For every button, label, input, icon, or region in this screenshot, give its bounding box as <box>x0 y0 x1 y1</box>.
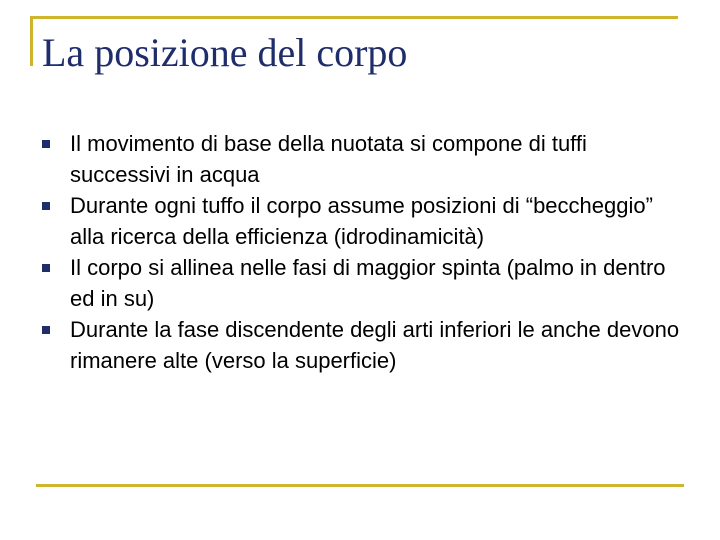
bullet-item <box>42 314 682 376</box>
square-bullet-icon <box>42 140 50 148</box>
bullet-text: Durante ogni tuffo il corpo assume posizioni di “beccheggio” alla ricerca della efficienza (idrodinamicità) <box>70 193 653 249</box>
square-bullet-icon <box>42 264 50 272</box>
bullet-item <box>42 252 682 314</box>
bullet-text: Durante la fase discendente degli arti inferiori le anche devono rimanere alte (verso la superficie) <box>70 317 680 373</box>
title-frame-left-rule <box>30 16 33 66</box>
bullet-item <box>42 190 682 252</box>
square-bullet-icon <box>42 202 50 210</box>
footer-rule <box>36 484 684 487</box>
slide-title: La posizione del corpo <box>42 30 408 75</box>
bullet-item <box>42 128 682 190</box>
square-bullet-icon <box>42 326 50 334</box>
bullet-text: Il movimento di base della nuotata si compone di tuffi successivi in acqua <box>70 131 587 187</box>
bullet-list <box>42 128 682 376</box>
title-frame-top-rule <box>30 16 678 19</box>
bullet-text: Il corpo si allinea nelle fasi di maggior spinta (palmo in dentro ed in su) <box>70 255 666 311</box>
